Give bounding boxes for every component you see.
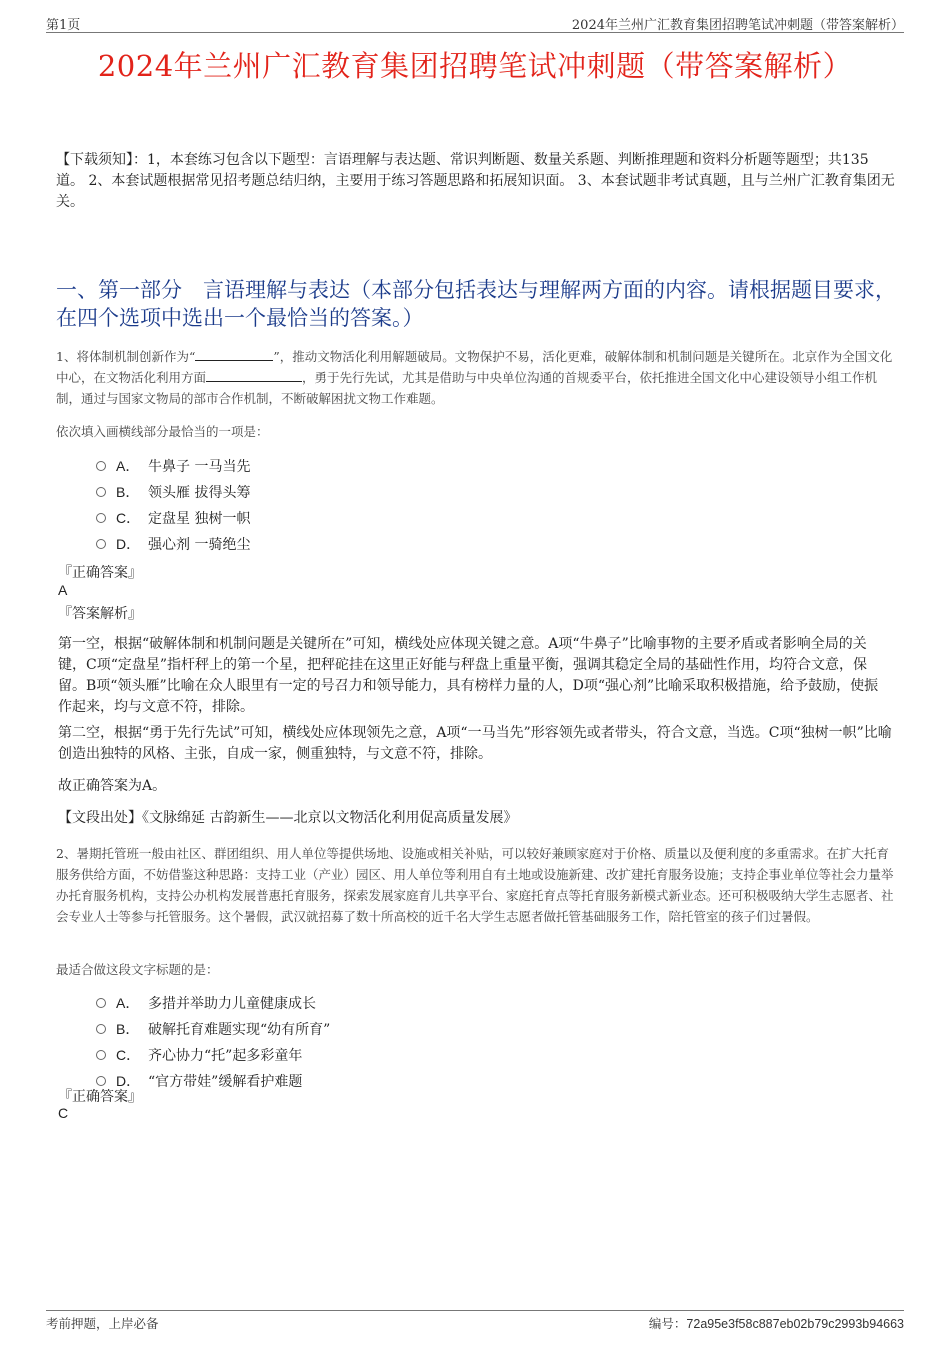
question-2-text: 2、暑期托管班一般由社区、群团组织、用人单位等提供场地、设施或相关补贴，可以较好兼顾家庭对于价格、质量以及便利度的多重需求。在扩大托育服务供给方面，不妨借鉴这种思路：支持工业（产业）园区、用人单位等利用自有土地或设施新建、改扩建托育服务设施；支持企事业单位等社会力量举办托育服务机构，支持公办机构发展普惠托育服务，探索发展家庭育儿共享平台、家庭托育点等托育服务新模式新业态。还可积极吸纳大学生志愿者、社会专业人士等参与托管服务。这个暑假，武汉就招募了数十所高校的近千名大学生志愿者做托管基础服务工作，陪托管室的孩子们过暑假。 xyxy=(56,846,894,924)
q2-answer-label: 『正确答案』 xyxy=(58,1089,142,1105)
radio-icon[interactable] xyxy=(96,487,106,497)
q1-answer: A xyxy=(58,582,68,598)
q1-option-d[interactable]: D． 强心剂 一骑绝尘 xyxy=(96,531,250,557)
q1-option-a[interactable]: A． 牛鼻子 一马当先 xyxy=(96,453,250,479)
q1-prompt: 依次填入画横线部分最恰当的一项是： xyxy=(56,424,269,439)
radio-icon[interactable] xyxy=(96,1050,106,1060)
question-1-text xyxy=(56,346,896,409)
q2-answer: C xyxy=(58,1105,69,1121)
q1-analysis-paragraph-1: 第一空，根据“破解体制和机制问题是关键所在”可知，横线处应体现关键之意。A项“牛鼻子”比喻事物的主要矛盾或者影响全局的关键，C项“定盘星”指杆秤上的第一个星，把秤砣挂在这里正好能与秤盘上重量平衡，强调其稳定全局的基础性作用，均符合文意，保留。B项“领头雁”比喻在众人眼里有一定的号召力和领导能力，具有榜样力量的人，D项“强心剂”比喻采取积极措施，给予鼓励，使振作起来，均与文意不符，排除。 xyxy=(58,636,879,715)
q2-options xyxy=(96,990,330,1094)
footer-code xyxy=(649,1314,904,1332)
radio-icon[interactable] xyxy=(96,1024,106,1034)
header-doc-title: 2024年兰州广汇教育集团招聘笔试冲刺题（带答案解析） xyxy=(571,18,904,33)
footer-code-label: 编号： xyxy=(648,1316,687,1331)
radio-icon[interactable] xyxy=(96,513,106,523)
q1-text-part-c: ，勇于先行先试，尤其是借助与中央单位沟通的首规委平台，依托推进全国文化中心建设领导小组工作机制，通过与国家文物局的部市合作机制，不断破解困扰文物工作难题。 xyxy=(56,370,878,406)
footer-slogan: 考前押题，上岸必备 xyxy=(46,1316,159,1331)
q1-option-c[interactable]: C． 定盘星 独树一帜 xyxy=(96,505,250,531)
footer-code-value: 72a95e3f58c887eb02b79c2993b94663 xyxy=(686,1317,904,1331)
q1-blank-2 xyxy=(206,369,302,382)
q1-analysis-paragraph-2: 第二空，根据“勇于先行先试”可知，横线处应体现领先之意，A项“一马当先”形容领先或者带头，符合文意，当选。C项“独树一帜”比喻创造出独特的风格、主张，自成一家，侧重独特，与文意不符，排除。 xyxy=(58,725,892,762)
q1-source: 【文段出处】《文脉绵延 古韵新生——北京以文物活化利用促高质量发展》 xyxy=(58,810,518,826)
header-divider xyxy=(46,32,904,33)
radio-icon[interactable] xyxy=(96,461,106,471)
q2-option-b[interactable]: B． 破解托育难题实现“幼有所育” xyxy=(96,1016,330,1042)
q2-option-d[interactable]: D． “官方带娃”缓解看护难题 xyxy=(96,1068,330,1094)
document-title: 2024年兰州广汇教育集团招聘笔试冲刺题（带答案解析） xyxy=(97,49,853,83)
q1-blank-1 xyxy=(195,348,273,361)
radio-icon[interactable] xyxy=(96,1076,106,1086)
q2-option-a[interactable]: A． 多措并举助力儿童健康成长 xyxy=(96,990,330,1016)
footer-divider xyxy=(46,1310,904,1311)
q1-options xyxy=(96,453,250,557)
radio-icon[interactable] xyxy=(96,998,106,1008)
q1-answer-label: 『正确答案』 xyxy=(58,565,142,581)
q1-conclusion: 故正确答案为A。 xyxy=(58,778,167,794)
q1-text-part-a: 1、将体制机制创新作为“ xyxy=(56,349,196,364)
page-number: 第1页 xyxy=(46,18,81,33)
q1-text-part-b: ”，推动文物活化利用解题破局。文物保护不易，活化更难，破解体制和机制问题是关键所在。北京作为全国文化中心，在文物活化利用方面 xyxy=(56,349,893,385)
q2-option-c[interactable]: C． 齐心协力“托”起多彩童年 xyxy=(96,1042,330,1068)
radio-icon[interactable] xyxy=(96,539,106,549)
q2-prompt: 最适合做这段文字标题的是： xyxy=(56,962,219,977)
q1-analysis-label: 『答案解析』 xyxy=(58,606,142,622)
download-notice: 【下载须知】：1，本套练习包含以下题型：言语理解与表达题、常识判断题、数量关系题、判断推理题和资料分析题等题型；共135道。 2、本套试题根据常见招考题总结归纳，主要用于练习答题思路和拓展知识面。 3、本套试题非考试真题，且与兰州广汇教育集团无关。 xyxy=(56,152,895,210)
section-heading: 一、第一部分 言语理解与表达（本部分包括表达与理解两方面的内容。请根据题目要求，在四个选项中选出一个最恰当的答案。） xyxy=(56,278,896,330)
q1-option-b[interactable]: B． 领头雁 拔得头筹 xyxy=(96,479,250,505)
